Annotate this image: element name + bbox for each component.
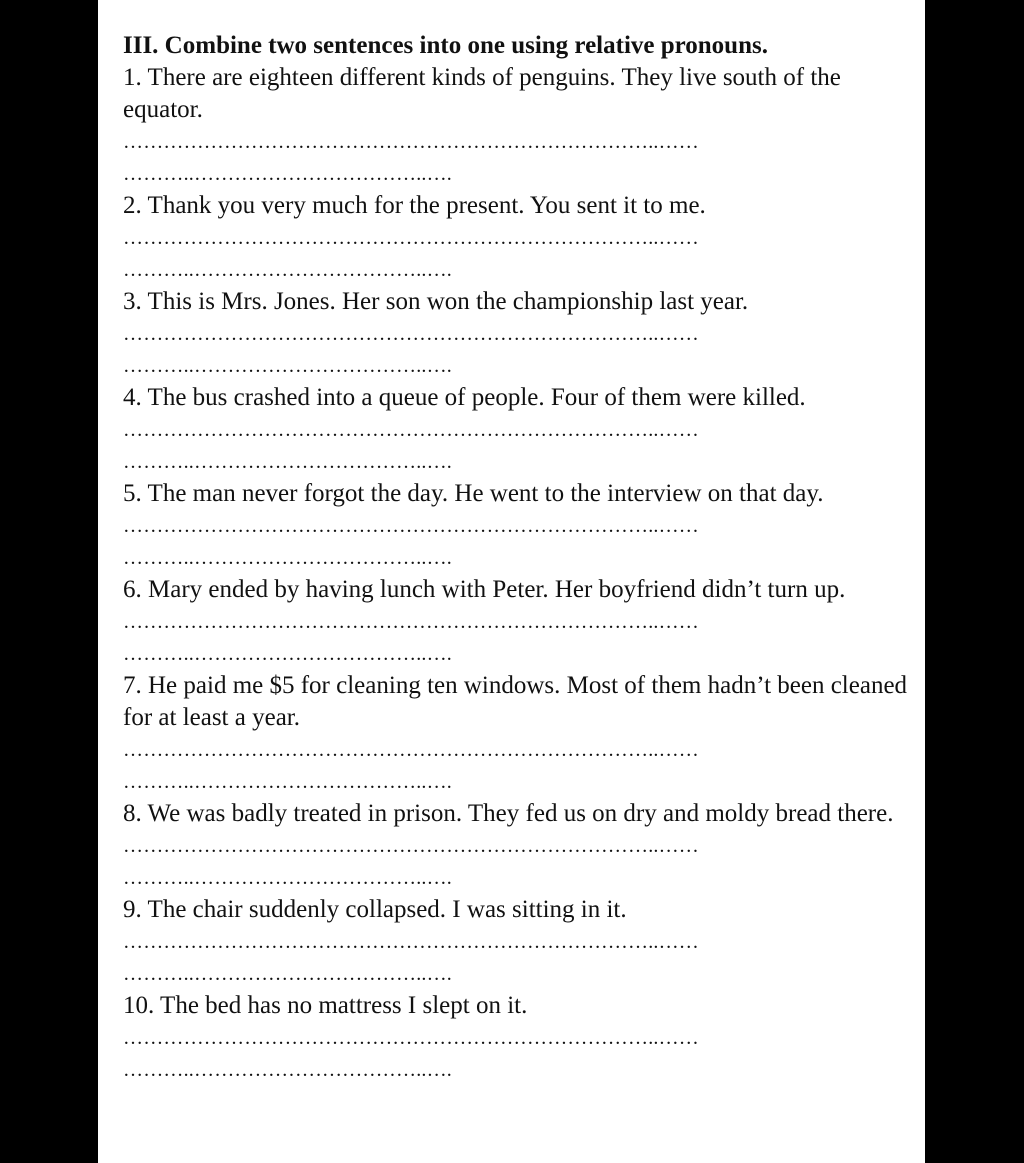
- question-text: 4. The bus crashed into a queue of people. Four of them were killed.: [123, 384, 806, 411]
- answer-line: ……………………………………………………………………..……: [123, 323, 699, 345]
- question-block-8: [123, 798, 925, 894]
- worksheet-page: [98, 0, 925, 1163]
- answer-line: ……………………………………………………………………..……: [123, 1027, 699, 1049]
- answer-line: ………..……………………………..….: [123, 163, 452, 185]
- answer-line: ……………………………………………………………………..……: [123, 835, 699, 857]
- answer-line: ……………………………………………………………………..……: [123, 611, 699, 633]
- exercise-heading: III. Combine two sentences into one using relative pronouns.: [123, 32, 768, 59]
- question-text: 3. This is Mrs. Jones. Her son won the championship last year.: [123, 288, 749, 315]
- answer-line: ……………………………………………………………………..……: [123, 227, 699, 249]
- answer-line: ………..……………………………..….: [123, 1059, 452, 1081]
- question-block-4: [123, 382, 925, 478]
- worksheet-content: [123, 30, 925, 1086]
- answer-line: ………..……………………………..….: [123, 451, 452, 473]
- answer-line: ……………………………………………………………………..……: [123, 515, 699, 537]
- answer-line: ……………………………………………………………………..……: [123, 931, 699, 953]
- question-text: 10. The bed has no mattress I slept on it.: [123, 992, 528, 1019]
- answer-line: ………..……………………………..….: [123, 259, 452, 281]
- question-text: 9. The chair suddenly collapsed. I was sitting in it.: [123, 896, 627, 923]
- question-block-10: [123, 990, 925, 1086]
- question-block-2: [123, 190, 925, 286]
- answer-line: ……………………………………………………………………..……: [123, 419, 699, 441]
- answer-line: ……………………………………………………………………..……: [123, 131, 699, 153]
- question-block-1: [123, 62, 925, 190]
- answer-line: ………..……………………………..….: [123, 963, 452, 985]
- answer-line: ………..……………………………..….: [123, 355, 452, 377]
- answer-line: ………..……………………………..….: [123, 547, 452, 569]
- question-block-9: [123, 894, 925, 990]
- question-text: 7. He paid me $5 for cleaning ten windows. Most of them hadn’t been cleaned for at least a year.: [123, 672, 908, 731]
- question-text: 6. Mary ended by having lunch with Peter. Her boyfriend didn’t turn up.: [123, 576, 846, 603]
- answer-line: ………..……………………………..….: [123, 867, 452, 889]
- question-block-6: [123, 574, 925, 670]
- question-block-5: [123, 478, 925, 574]
- answer-line: ……………………………………………………………………..……: [123, 739, 699, 761]
- question-text: 2. Thank you very much for the present. You sent it to me.: [123, 192, 706, 219]
- question-text: 1. There are eighteen different kinds of penguins. They live south of the equator.: [123, 64, 841, 123]
- question-text: 8. We was badly treated in prison. They fed us on dry and moldy bread there.: [123, 800, 894, 827]
- question-block-3: [123, 286, 925, 382]
- question-text: 5. The man never forgot the day. He went to the interview on that day.: [123, 480, 824, 507]
- question-block-7: [123, 670, 925, 798]
- answer-line: ………..……………………………..….: [123, 771, 452, 793]
- answer-line: ………..……………………………..….: [123, 643, 452, 665]
